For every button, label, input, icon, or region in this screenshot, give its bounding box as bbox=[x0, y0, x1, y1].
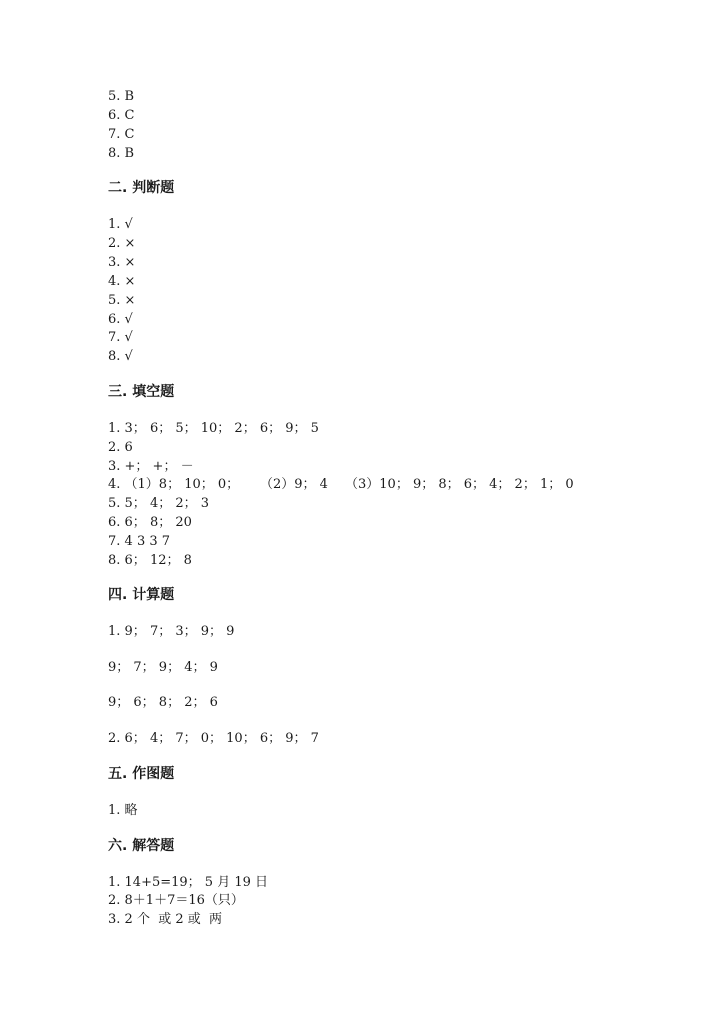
calc-answer-1-row1: 1. 9； 7； 3； 9； 9 bbox=[108, 624, 235, 639]
fill-answer-6: 6. 6； 8； 20 bbox=[108, 515, 192, 530]
section-heading-judgement: 二. 判断题 bbox=[108, 180, 175, 196]
choice-answer-7: 7. C bbox=[108, 127, 135, 142]
section-heading-drawing: 五. 作图题 bbox=[108, 766, 175, 782]
solution-answer-3: 3. 2 个 或 2 或 两 bbox=[108, 912, 223, 927]
section-heading-calculation: 四. 计算题 bbox=[108, 587, 175, 603]
calc-answer-1-row2: 9； 7； 9； 4； 9 bbox=[108, 660, 218, 675]
fill-answer-4-part3: （3）10； 9； 8； 6； 4； 2； 1； 0 bbox=[345, 477, 574, 492]
fill-answer-7: 7. 4 3 3 7 bbox=[108, 534, 171, 549]
fill-answer-1: 1. 3； 6； 5； 10； 2； 6； 9； 5 bbox=[108, 421, 319, 436]
choice-answer-8: 8. B bbox=[108, 146, 135, 161]
fill-answer-5: 5. 5； 4； 2； 3 bbox=[108, 496, 210, 511]
fill-answer-8: 8. 6； 12； 8 bbox=[108, 553, 192, 568]
choice-answer-5: 5. B bbox=[108, 89, 135, 104]
fill-answer-3: 3. +； +； － bbox=[108, 459, 194, 474]
judgement-answer-5: 5. × bbox=[108, 293, 136, 308]
choice-answer-6: 6. C bbox=[108, 108, 135, 123]
calc-answer-2: 2. 6； 4； 7； 0； 10； 6； 9； 7 bbox=[108, 731, 319, 746]
judgement-answer-6: 6. √ bbox=[108, 312, 133, 327]
judgement-answer-7: 7. √ bbox=[108, 330, 133, 345]
section-heading-solution: 六. 解答题 bbox=[108, 838, 175, 854]
fill-answer-4-part1: 4. （1）8； 10； 0； bbox=[108, 477, 240, 492]
judgement-answer-1: 1. √ bbox=[108, 217, 133, 232]
section-heading-fill-blank: 三. 填空题 bbox=[108, 384, 175, 400]
drawing-answer-1: 1. 略 bbox=[108, 803, 138, 818]
judgement-answer-8: 8. √ bbox=[108, 349, 133, 364]
judgement-answer-4: 4. × bbox=[108, 274, 136, 289]
solution-answer-2: 2. 8＋1＋7＝16（只） bbox=[108, 893, 244, 908]
judgement-answer-3: 3. × bbox=[108, 255, 136, 270]
solution-answer-1: 1. 14+5=19； 5 月 19 日 bbox=[108, 875, 269, 890]
judgement-answer-2: 2. × bbox=[108, 236, 136, 251]
fill-answer-2: 2. 6 bbox=[108, 440, 133, 455]
fill-answer-4-part2: （2）9； 4 bbox=[260, 477, 328, 492]
calc-answer-1-row3: 9； 6； 8； 2； 6 bbox=[108, 695, 218, 710]
